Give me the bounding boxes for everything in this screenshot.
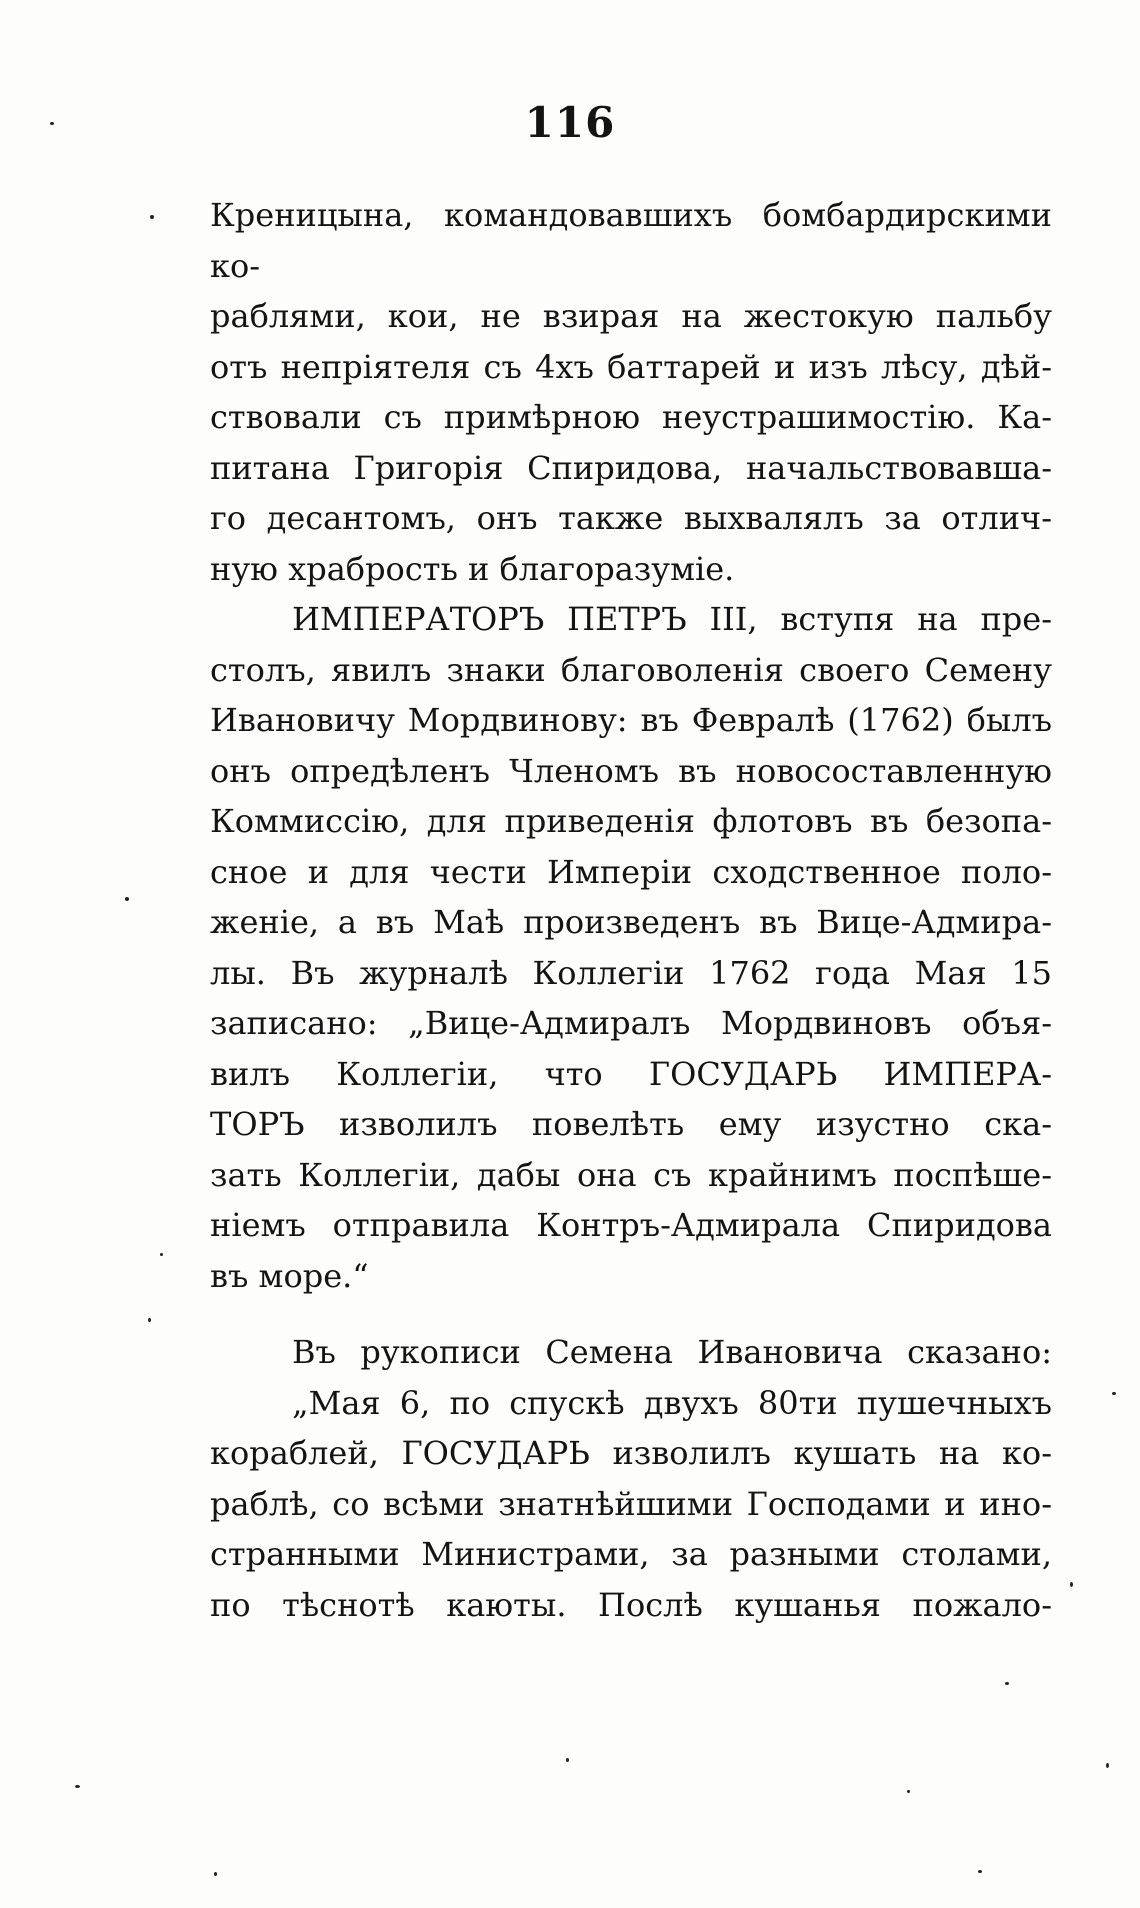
- scan-speck: [1005, 1682, 1009, 1685]
- scan-speck: [150, 215, 154, 219]
- scan-speck: [1112, 1392, 1116, 1395]
- text-line: кораблей, ГОСУДАРЬ изволилъ кушать на ко-: [210, 1434, 1052, 1472]
- text-line: ТОРЪ изволилъ повелѣть ему изустно ска-: [210, 1105, 1052, 1143]
- text-line: по тѣснотѣ каюты. Послѣ кушанья пожало-: [210, 1585, 1052, 1624]
- scan-speck: [1070, 1582, 1073, 1587]
- text-line: го десантомъ, онъ также выхвалялъ за отлич-: [210, 499, 1052, 537]
- text-line: ную храбрость и благоразуміе.: [210, 549, 735, 588]
- scan-speck: [907, 1790, 910, 1793]
- text-line: странными Министрами, за разными столами,: [210, 1535, 1052, 1573]
- text-line: сное и для чести Имперіи сходственное поло-: [210, 852, 1052, 891]
- text-line: онъ опредѣленъ Членомъ въ новосоставленную: [210, 751, 1052, 790]
- scan-speck: [1106, 1763, 1109, 1768]
- text-line: отъ непріятеля съ 4хъ баттарей и изъ лѣсу, дѣй-: [210, 347, 1052, 386]
- page-number: 116: [524, 98, 616, 147]
- scan-speck: [125, 897, 129, 901]
- scan-speck: [978, 1870, 982, 1873]
- text-line: раблѣ, со всѣми знатнѣйшими Господами и ино-: [210, 1484, 1052, 1523]
- text-line: ствовали съ примѣрною неустрашимостію. Ка-: [210, 398, 1052, 436]
- text-line: ніемъ отправила Контръ-Адмирала Спиридова: [210, 1206, 1052, 1244]
- text-line: зать Коллегіи, дабы она съ крайнимъ поспѣше-: [210, 1155, 1052, 1194]
- text-line: лы. Въ журналѣ Коллегіи 1762 года Мая 15: [210, 953, 1052, 992]
- text-line: Ивановичу Мордвинову: въ Февралѣ (1762) былъ: [210, 701, 1052, 739]
- text-line: Коммиссію, для приведенія флотовъ въ безопа-: [210, 802, 1052, 840]
- text-line: женіе, а въ Маѣ произведенъ въ Вице-Адмира-: [210, 903, 1052, 941]
- text-line: записано: „Вице-Адмиралъ Мордвиновъ объя-: [210, 1004, 1052, 1042]
- text-line: ИМПЕРАТОРЪ ПЕТРЪ III, вступя на пре-: [292, 600, 1052, 638]
- text-line: питана Григорія Спиридова, начальствовавша-: [210, 448, 1052, 487]
- text-line: раблями, кои, не взирая на жестокую пальбу: [210, 297, 1052, 335]
- scan-speck: [50, 122, 54, 125]
- scan-speck: [148, 1318, 151, 1322]
- text-line: Креницына, командовавшихъ бомбардирскими ко-: [210, 196, 1052, 285]
- text-line: въ море.“: [210, 1256, 369, 1295]
- paragraph-gap: [210, 1301, 1052, 1327]
- scan-speck: [160, 1253, 163, 1256]
- scan-speck: [214, 1872, 217, 1876]
- text-line: Въ рукописи Семена Ивановича сказано:: [292, 1333, 1052, 1371]
- scan-speck: [75, 1785, 80, 1788]
- text-line: вилъ Коллегіи, что ГОСУДАРЬ ИМПЕРА-: [210, 1054, 1052, 1093]
- text-body: [210, 190, 1052, 1630]
- text-line: столъ, явилъ знаки благоволенія своего Семену: [210, 650, 1052, 689]
- scan-speck: [566, 1758, 569, 1762]
- text-line: „Мая 6, по спускѣ двухъ 80ти пушечныхъ: [292, 1383, 1052, 1422]
